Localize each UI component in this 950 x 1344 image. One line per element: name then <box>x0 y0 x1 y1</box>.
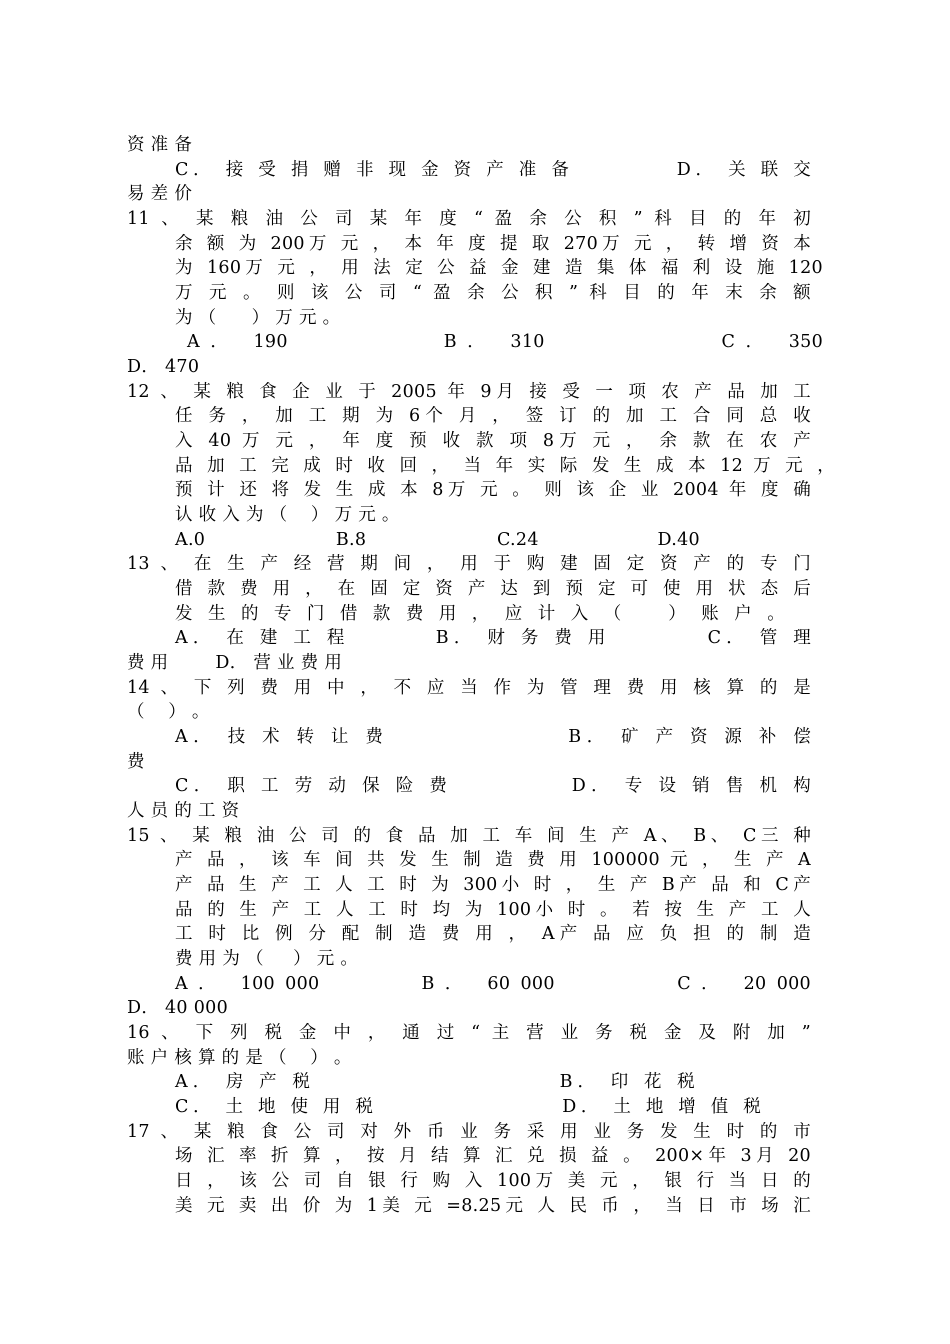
text-line: 日 ， 该 公 司 自 银 行 购 入 100万 美 元 ， 银 行 当 日 的 <box>175 1171 811 1191</box>
text-line: C． 接 受 捐 赠 非 现 金 资 产 准 备 D． 关 联 交 <box>175 160 811 180</box>
text-line: 费 用 为 （ ） 元 。 <box>175 949 359 969</box>
text-line: 万 元 。 则 该 公 司 “ 盈 余 公 积 ” 科 目 的 年 末 余 额 <box>175 283 811 303</box>
text-line: 资 准 备 <box>127 135 193 155</box>
answer-options: A． 房 产 税 B． 印 花 税 <box>175 1072 695 1092</box>
answer-options: 费 <box>127 752 145 772</box>
answer-options: D． 40 000 <box>127 998 229 1018</box>
answer-options: 人 员 的 工 资 <box>127 801 240 821</box>
text-line: 易 差 价 <box>127 184 193 204</box>
answer-options: C． 土 地 使 用 税 D． 土 地 增 值 税 <box>175 1097 761 1117</box>
question-17-text: 17 、 某 粮 食 公 司 对 外 币 业 务 采 用 业 务 发 生 时 的 市 <box>127 1122 811 1142</box>
text-line: 产 品 ， 该 车 间 共 发 生 制 造 费 用 100000 元 ， 生 产 A <box>175 850 811 870</box>
text-line: 为 160万 元 ， 用 法 定 公 益 金 建 造 集 体 福 利 设 施 120 <box>175 258 823 278</box>
answer-options: A.0 B.8 C.24 D.40 <box>175 530 700 550</box>
answer-options: D． 470 <box>127 357 200 377</box>
question-14-text: 14 、 下 列 费 用 中 ， 不 应 当 作 为 管 理 费 用 核 算 的 是 <box>127 678 811 698</box>
text-line: 品 加 工 完 成 时 收 回 ， 当 年 实 际 发 生 成 本 12 万 元 ， <box>175 456 835 476</box>
text-line: 发 生 的 专 门 借 款 费 用 ， 应 计 入 （ ） 账 户 。 <box>175 604 785 624</box>
answer-options: A． 在 建 工 程 B． 财 务 费 用 C． 管 理 <box>175 628 811 648</box>
answer-options: C． 职 工 劳 动 保 险 费 D． 专 设 销 售 机 构 <box>175 776 811 796</box>
text-line: 产 品 生 产 工 人 工 时 为 300小 时 ， 生 产 B产 品 和 C产 <box>175 875 811 895</box>
text-line: 认 收 入 为 （ ） 万 元 。 <box>175 505 400 525</box>
text-line: 工 时 比 例 分 配 制 造 费 用 ， A产 品 应 负 担 的 制 造 <box>175 924 811 944</box>
question-16-text: 16 、 下 列 税 金 中 ， 通 过 “ 主 营 业 务 税 金 及 附 加 ” <box>127 1023 811 1043</box>
answer-options: 费 用 D． 营 业 费 用 <box>127 653 343 673</box>
text-line: 入 40 万 元 ， 年 度 预 收 款 项 8万 元 ， 余 款 在 农 产 <box>175 431 811 451</box>
answer-options: A ． 100 000 B ． 60 000 C ． 20 000 <box>175 974 811 994</box>
answer-options: A ． 190 B ． 310 C ． 350 <box>187 332 823 352</box>
text-line: 借 款 费 用 ， 在 固 定 资 产 达 到 预 定 可 使 用 状 态 后 <box>175 579 811 599</box>
question-13-text: 13 、 在 生 产 经 营 期 间 ， 用 于 购 建 固 定 资 产 的 专 门 <box>127 554 811 574</box>
question-11-text: 11 、 某 粮 油 公 司 某 年 度 “ 盈 余 公 积 ” 科 目 的 年 初 <box>127 209 811 229</box>
text-line: 为 （ ） 万 元 。 <box>175 308 341 328</box>
text-line: 品 的 生 产 工 人 工 时 均 为 100小 时 。 若 按 生 产 工 人 <box>175 900 811 920</box>
question-12-text: 12 、 某 粮 食 企 业 于 2005 年 9月 接 受 一 项 农 产 品 加 工 <box>127 382 811 402</box>
text-line: 场 汇 率 折 算 ， 按 月 结 算 汇 兑 损 益 。 200×年 3月 20 <box>175 1146 811 1166</box>
answer-options: A． 技 术 转 让 费 B． 矿 产 资 源 补 偿 <box>175 727 811 747</box>
text-line: 任 务 ， 加 工 期 为 6个 月 ， 签 订 的 加 工 合 同 总 收 <box>175 406 811 426</box>
question-15-text: 15 、 某 粮 油 公 司 的 食 品 加 工 车 间 生 产 A、 B、 C三 种 <box>127 826 811 846</box>
text-line: 预 计 还 将 发 生 成 本 8万 元 。 则 该 企 业 2004 年 度 确 <box>175 480 811 500</box>
text-line: 账 户 核 算 的 是 （ ） 。 <box>127 1048 352 1068</box>
text-line: （ ） 。 <box>127 702 210 722</box>
text-line: 余 额 为 200万 元 ， 本 年 度 提 取 270万 元 ， 转 增 资 本 <box>175 234 811 254</box>
text-line: 美 元 卖 出 价 为 1美 元 =8.25元 人 民 币 ， 当 日 市 场 汇 <box>175 1196 811 1216</box>
